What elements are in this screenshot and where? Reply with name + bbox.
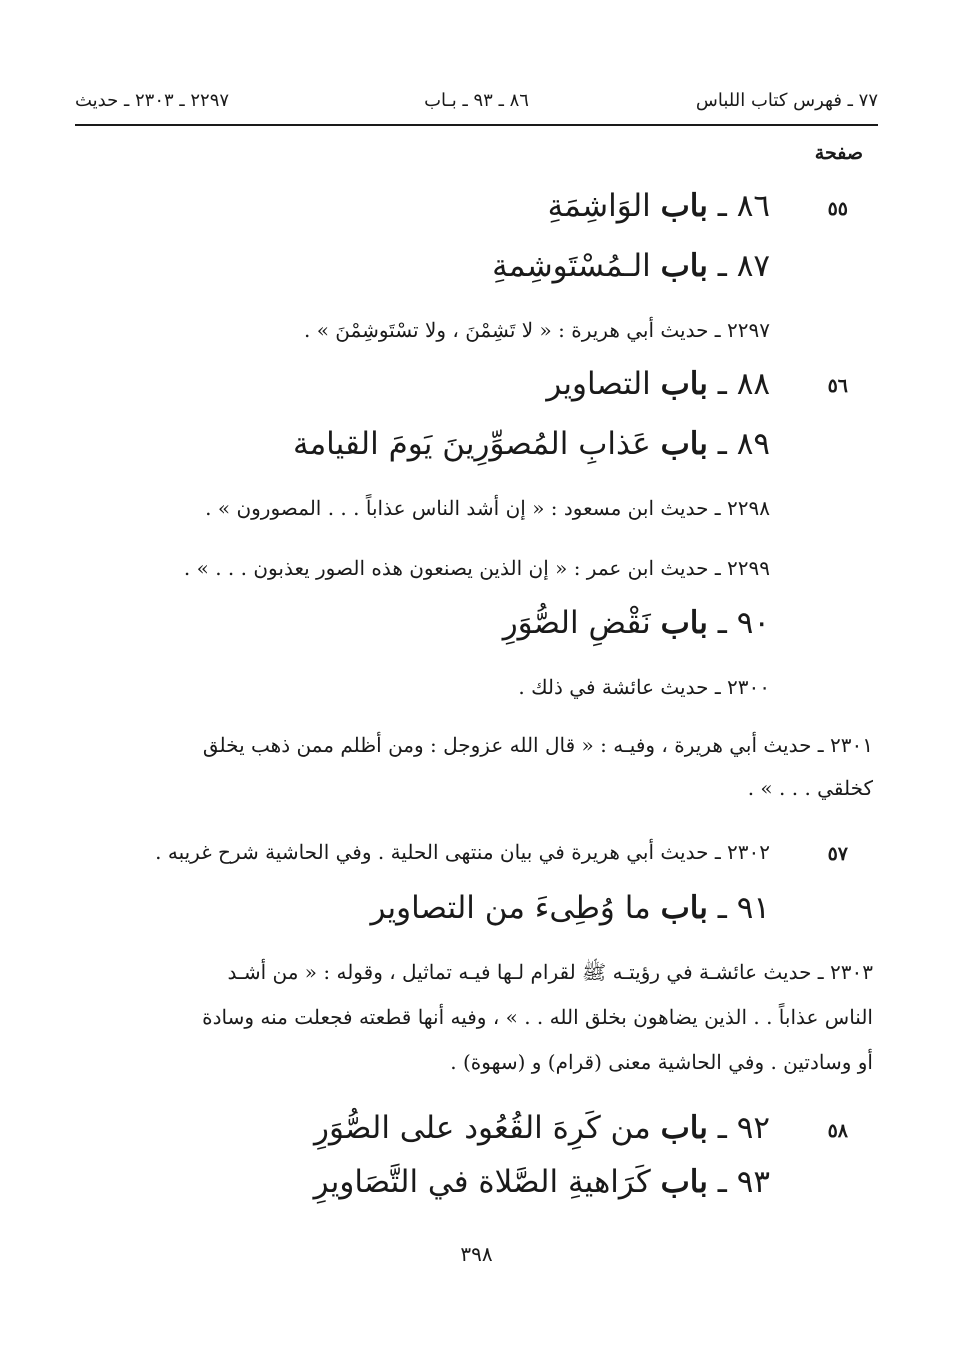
bab-heading	[503, 605, 770, 641]
header-hadith-range: ٢٢٩٧ ـ ٢٣٠٣ ـ حديث	[75, 90, 230, 111]
reference-page-number: ٥٨	[827, 1120, 848, 1142]
page-column-label: صفحة	[814, 142, 863, 164]
header-chapter-title: ٧٧ ـ فهرس كتاب اللباس	[695, 90, 878, 111]
bab-heading	[293, 426, 770, 462]
reference-page-number: ٥٦	[827, 375, 848, 397]
bab-word: باب	[660, 1164, 708, 1200]
hadith-entry-line: ٢٣٠٣ ـ حديث عائشـة في رؤيتـه ﷺ لقرام لـها فيـه تماثيل ، وقوله : « من أشـد	[227, 960, 873, 984]
bab-number: ٩٠ ـ	[717, 605, 770, 641]
bab-number: ٩٣ ـ	[717, 1164, 770, 1200]
bab-title: الـمُسْتَوشِمةِ	[492, 248, 651, 284]
bab-title: عَذابِ المُصوِّرِينَ يَومَ القيامة	[292, 426, 651, 462]
bab-word: باب	[660, 1110, 708, 1146]
bab-word: باب	[660, 188, 708, 224]
bab-word: باب	[660, 426, 708, 462]
bab-title: التصاوير	[546, 366, 651, 402]
reference-page-number: ٥٧	[827, 843, 848, 865]
bab-word: باب	[660, 366, 708, 402]
hadith-entry-line: أو وسادتين . وفي الحاشية معنى (قرام) و (سهوة) .	[450, 1050, 873, 1074]
hadith-entry: ٢٢٩٧ ـ حديث أبي هريرة : « لا تَشِمْنَ ، ولا تسْتَوشِمْنَ » .	[303, 318, 770, 342]
hadith-entry-line: ٢٣٠١ ـ حديث أبي هريرة ، وفيـه : « قال الله عزوجل : ومن أظلم ممن ذهب يخلق	[202, 733, 873, 757]
bab-number: ٨٨ ـ	[717, 366, 770, 402]
hadith-entry-line: كخلقي . . . » .	[747, 776, 873, 800]
bab-title: ما وُطِىءَ من التصاوير	[370, 890, 651, 926]
hadith-entry: ٢٣٠٢ ـ حديث أبي هريرة في بيان منتهى الحلية . وفي الحاشية شرح غريبه .	[155, 840, 770, 864]
bab-word: باب	[660, 605, 708, 641]
bab-heading	[370, 890, 770, 926]
bab-title: كَرَاهيةِ الصَّلاة في التَّصَاويرِ	[313, 1164, 651, 1200]
bab-title: نَقْضِ الصُّوَرِ	[502, 605, 651, 641]
bab-number: ٩١ ـ	[717, 890, 770, 926]
bab-number: ٩٢ ـ	[717, 1110, 770, 1146]
bab-heading	[492, 248, 770, 284]
bab-title: من كَرِهَ القُعُود على الصُّوَرِ	[314, 1110, 651, 1146]
hadith-entry: ٢٢٩٩ ـ حديث ابن عمر : « إن الذين يصنعون هذه الصور يعذبون . . . » .	[183, 556, 770, 580]
page-number: ٣٩٨	[460, 1242, 493, 1266]
bab-number: ٨٧ ـ	[717, 248, 770, 284]
hadith-entry-line: الناس عذاباً . . الذين يضاهون بخلق الله . . » ، وفيه أنها قطعته فجعلت منه وسادة	[202, 1005, 873, 1029]
bab-title: الوَاشِمَةِ	[547, 188, 651, 224]
bab-word: باب	[660, 890, 708, 926]
hadith-entry: ٢٣٠٠ ـ حديث عائشة في ذلك .	[518, 675, 770, 699]
bab-heading	[314, 1164, 770, 1200]
bab-number: ٨٦ ـ	[717, 188, 770, 224]
bab-heading	[548, 188, 770, 224]
bab-word: باب	[660, 248, 708, 284]
reference-page-number: ٥٥	[827, 198, 848, 220]
bab-heading	[546, 366, 770, 402]
header-bab-range: ٨٦ ـ ٩٣ ـ بـاب	[424, 90, 529, 111]
running-header	[75, 90, 878, 120]
header-rule	[75, 124, 878, 126]
bab-number: ٨٩ ـ	[717, 426, 770, 462]
hadith-entry: ٢٢٩٨ ـ حديث ابن مسعود : « إن أشد الناس عذاباً . . . المصورون » .	[205, 496, 770, 520]
bab-heading	[314, 1110, 770, 1146]
